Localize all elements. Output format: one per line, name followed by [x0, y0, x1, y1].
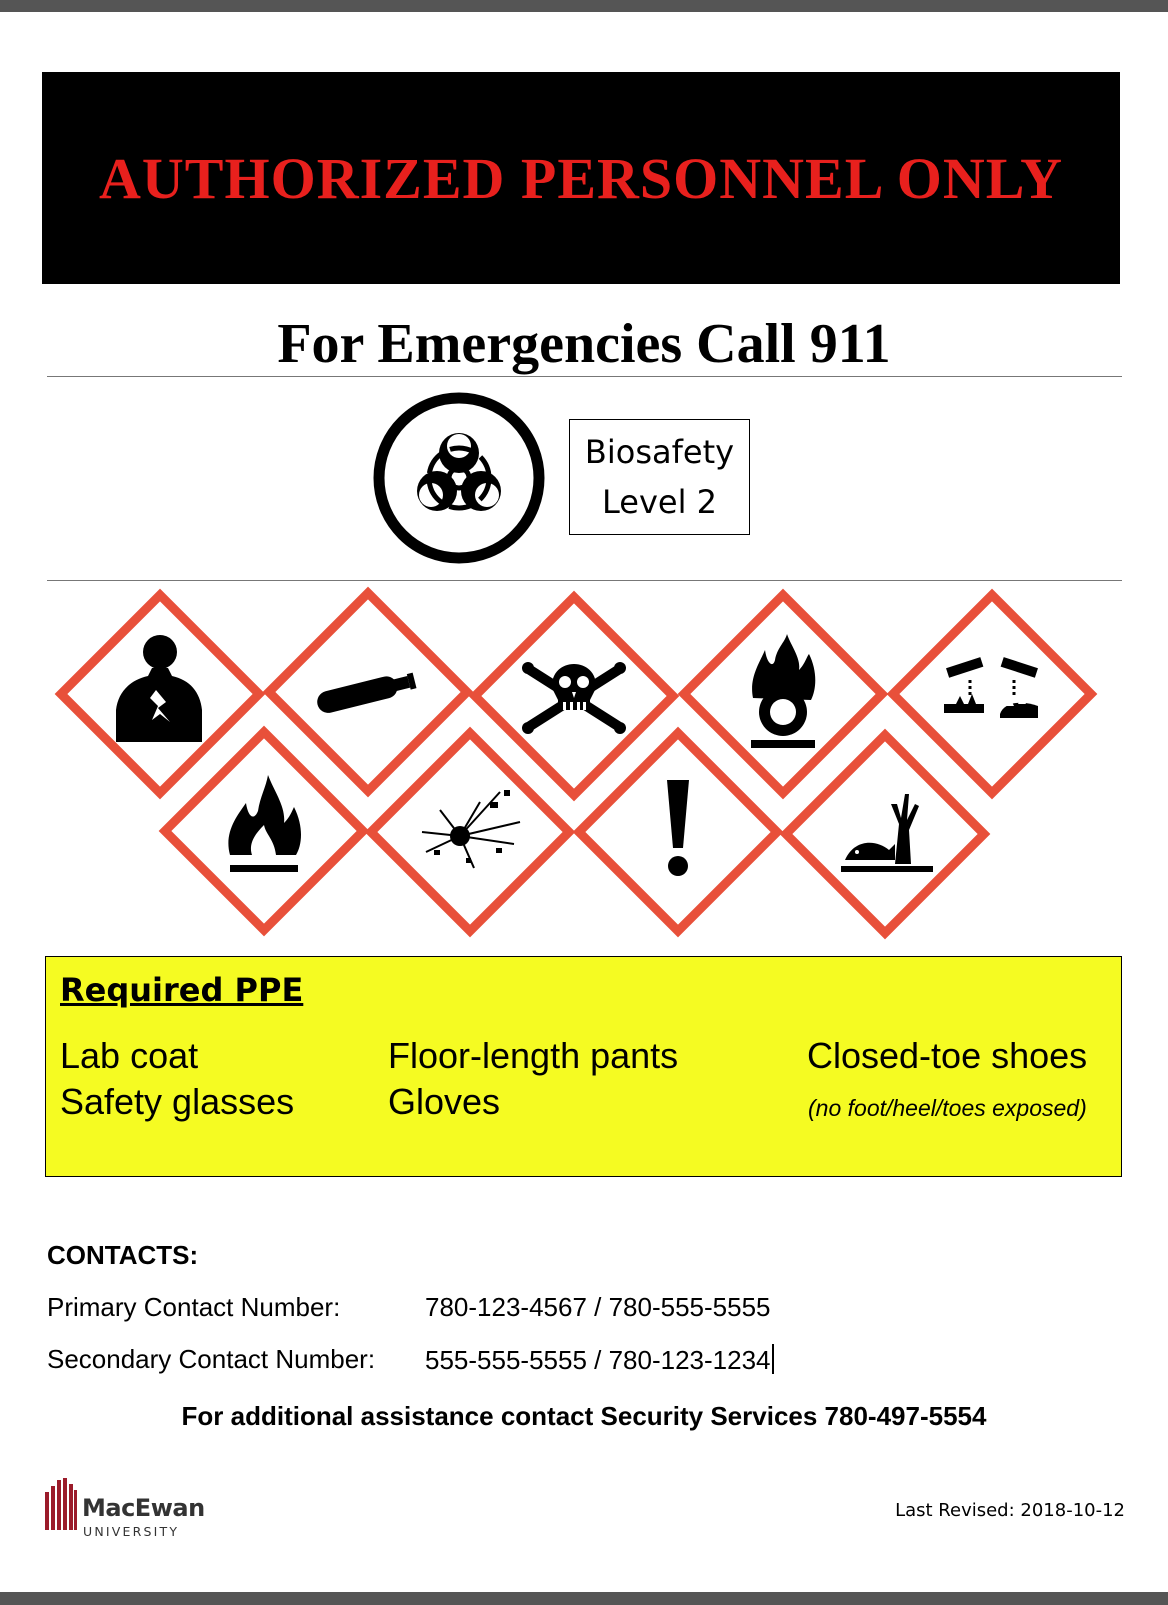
primary-contact-label: Primary Contact Number:: [47, 1292, 341, 1322]
contacts-heading: CONTACTS:: [47, 1240, 199, 1270]
macewan-logo: [45, 1478, 260, 1540]
emergency-heading: For Emergencies Call 911: [277, 313, 891, 375]
macewan-logo-mark-icon: [45, 1478, 77, 1530]
divider-top: [47, 376, 1122, 377]
biohazard-icon: [370, 389, 548, 567]
ppe-safety-glasses: Safety glasses: [60, 1081, 295, 1122]
biosafety-level-box: [569, 419, 750, 535]
last-revised-date: Last Revised: 2018-10-12: [895, 1500, 1125, 1521]
biosafety-line-2: Level 2: [602, 483, 717, 521]
divider-bottom: [47, 580, 1122, 581]
ppe-title: Required PPE: [60, 971, 304, 1009]
secondary-contact-label: Secondary Contact Number:: [47, 1344, 376, 1374]
ppe-closed-toe-shoes: Closed-toe shoes: [807, 1035, 1088, 1076]
secondary-contact-row[interactable]: [425, 1344, 774, 1376]
corrosion-icon: [893, 595, 1091, 793]
ppe-lab-coat: Lab coat: [60, 1035, 199, 1076]
primary-contact-value: 780-123-4567 / 780-555-5555: [425, 1292, 771, 1322]
assistance-line: For additional assistance contact Security Services 780-497-5554: [181, 1401, 987, 1431]
required-ppe-panel: [45, 956, 1122, 1177]
biosafety-line-1: Biosafety: [584, 433, 735, 471]
window-bottom-edge: [0, 1592, 1168, 1605]
ghs-pictogram-grid: [40, 584, 1140, 944]
logo-name: MacEwan: [82, 1494, 205, 1522]
secondary-contact-value: 555-555-5555 / 780-123-1234: [425, 1345, 771, 1375]
ppe-gloves: Gloves: [388, 1081, 501, 1122]
authorized-banner: [42, 72, 1120, 284]
ppe-floor-length-pants: Floor-length pants: [388, 1035, 679, 1076]
window-top-edge: [0, 0, 1168, 12]
logo-subtitle: UNIVERSITY: [83, 1524, 180, 1539]
text-cursor: [772, 1344, 774, 1374]
ppe-shoes-note: (no foot/heel/toes exposed): [808, 1095, 1087, 1121]
banner-text: AUTHORIZED PERSONNEL ONLY: [99, 145, 1063, 211]
